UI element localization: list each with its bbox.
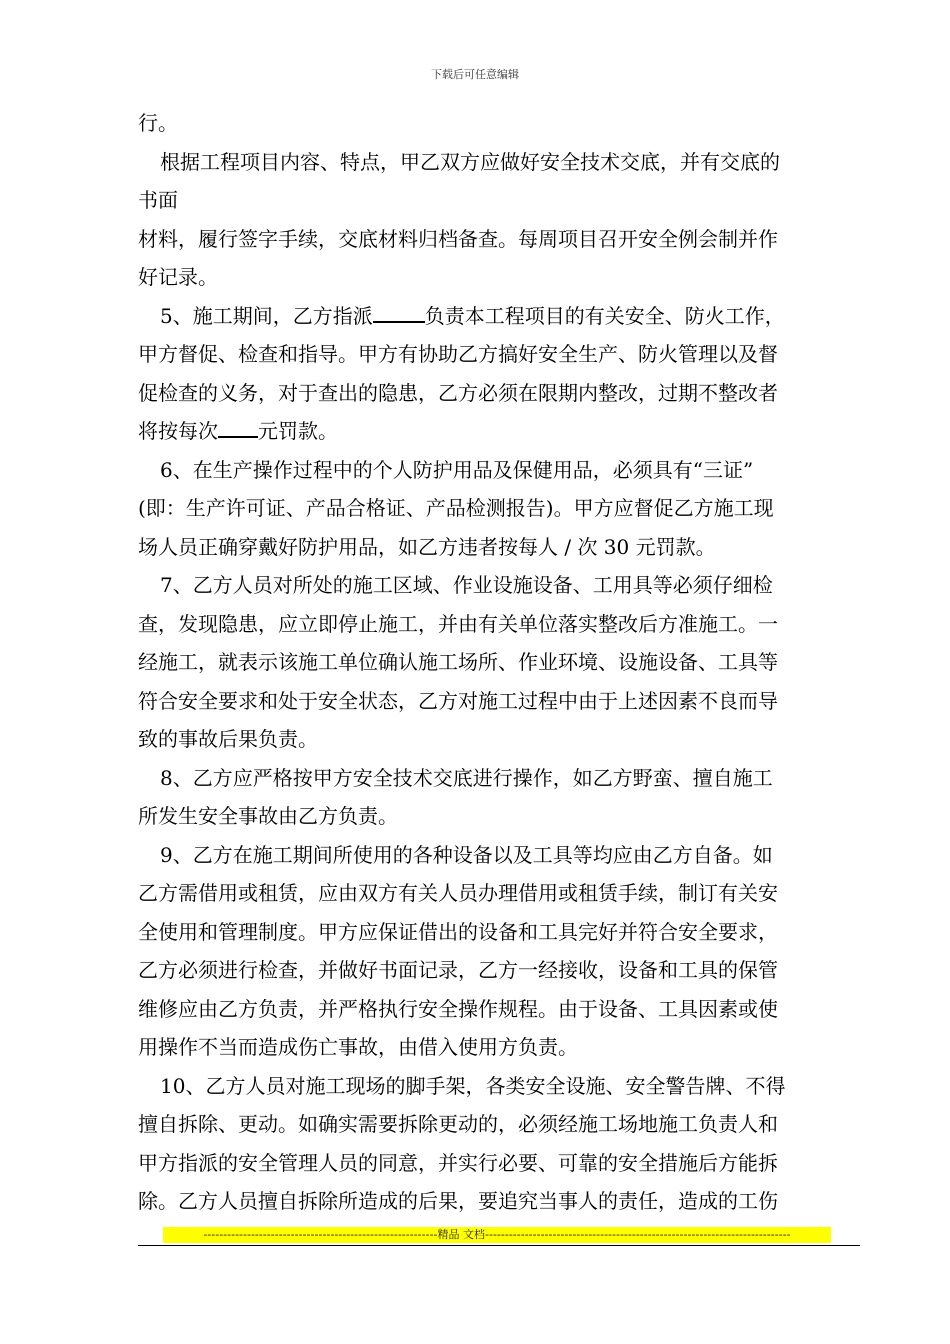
text-line: 9、乙方在施工期间所使用的各种设备以及工具等均应由乙方自备。如: [160, 842, 773, 867]
item-5-suffix: 负责本工程项目的有关安全、防火工作，: [424, 303, 785, 328]
text-line: 乙方需借用或租赁，应由双方有关人员办理借用或租赁手续，制订有关安: [138, 881, 778, 905]
text-line: 除。乙方人员擅自拆除所造成的后果，要追究当事人的责任，造成的工伤: [138, 1189, 778, 1213]
text-line: 擅自拆除、更动。如确实需要拆除更动的，必须经施工场地施工负责人和: [138, 1112, 778, 1136]
text-line: 根据工程项目内容、特点，甲乙双方应做好安全技术交底，并有交底的: [160, 149, 780, 174]
text-line: 查，发现隐患，应立即停止施工，并由有关单位落实整改后方准施工。一: [138, 611, 778, 636]
text-line: 甲方指派的安全管理人员的同意，并实行必要、可靠的安全措施后方能拆: [138, 1150, 778, 1175]
text-line: 乙方必须进行检查，并做好书面记录，乙方一经接收，设备和工具的保管: [138, 958, 778, 982]
item-5-last-prefix: 将按每次: [138, 419, 218, 443]
text-line: 场人员正确穿戴好防护用品，如乙方违者按每人 / 次 30 元罚款。: [138, 534, 716, 559]
text-line: 行。: [138, 111, 178, 135]
fill-in-blank: [373, 299, 425, 323]
text-line: 7、乙方人员对所处的施工区域、作业设施设备、工用具等必须仔细检: [160, 573, 773, 597]
fill-in-blank: [218, 414, 258, 438]
text-line: 6、在生产操作过程中的个人防护用品及保健用品，必须具有“三证”: [160, 457, 754, 482]
item-5-last-suffix: 元罚款。: [258, 419, 338, 443]
footer-watermark-bar: -----------------------------------------------------------精品 文档-----------------------------------------------------------------------------: [163, 1227, 831, 1243]
text-line: 材料，履行签字手续，交底材料归档备查。每周项目召开安全例会制并作: [138, 226, 778, 251]
text-line: 书面: [138, 188, 178, 212]
item-5-last-line: [138, 412, 860, 451]
document-body: [138, 104, 860, 1221]
text-line: 致的事故后果负责。: [138, 727, 318, 751]
page-header: 下载后可任意编辑: [431, 68, 519, 81]
text-line: 8、乙方应严格按甲方安全技术交底进行操作，如乙方野蛮、擅自施工: [160, 765, 773, 790]
text-line: 好记录。: [138, 265, 218, 289]
text-line: 10、乙方人员对施工现场的脚手架，各类安全设施、安全警告牌、不得: [160, 1073, 786, 1098]
text-line: 用操作不当而造成伤亡事故，由借入使用方负责。: [138, 1035, 578, 1059]
text-line: 促检查的义务，对于查出的隐患，乙方必须在限期内整改，过期不整改者: [138, 380, 778, 405]
text-line: 全使用和管理制度。甲方应保证借出的设备和工具完好并符合安全要求，: [138, 919, 778, 944]
text-line: (即：生产许可证、产品合格证、产品检测报告)。甲方应督促乙方施工现: [138, 496, 774, 520]
text-line: 维修应由乙方负责，并严格执行安全操作规程。由于设备、工具因素或使: [138, 996, 778, 1021]
item-5-first-line: [138, 297, 860, 336]
text-line: 甲方督促、检查和指导。甲方有协助乙方搞好安全生产、防火管理以及督: [138, 342, 778, 366]
text-line: 符合安全要求和处于安全状态，乙方对施工过程中由于上述因素不良而导: [138, 688, 778, 713]
footer-divider: [138, 1245, 860, 1246]
text-line: 所发生安全事故由乙方负责。: [138, 804, 398, 828]
text-line: 经施工，就表示该施工单位确认施工场所、作业环境、设施设备、工具等: [138, 650, 778, 674]
item-5-prefix: 5、施工期间，乙方指派: [160, 303, 373, 328]
